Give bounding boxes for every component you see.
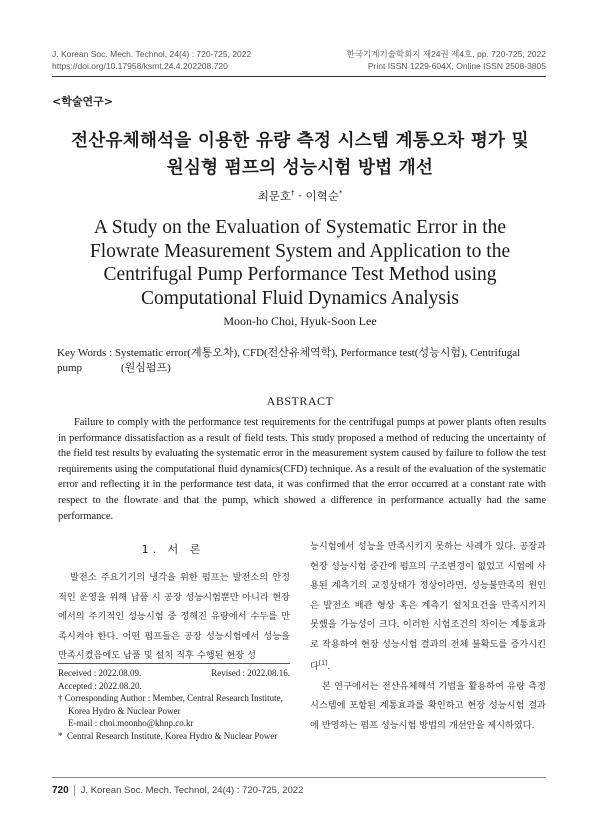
keywords-text: Systematic error(계통오차), CFD(전산유체역학), Performance test(성능시험), Centrifugal pump	[57, 347, 521, 374]
received-date: Received : 2022.08.09.	[58, 668, 142, 678]
author-mark: †	[291, 189, 295, 198]
header-doi[interactable]: https://doi.org/10.17958/ksmt.24.4.202208.720	[52, 61, 228, 71]
section-heading: 1. 서 론	[141, 543, 205, 556]
abstract-text: Failure to comply with the performance test requirements for the centrifugal pumps at power plants often results in performance dissatisfaction as a result of field tests. This study proposed a method of reducing the uncertainty of the field test results by evaluating the systematic error in the measurement system caused by failure to follow the test requirements using the computational fluid dynamics(CFD) technique. As a result of the evaluation of the systematic error and reflecting it in the performance test data, it was confirmed that the error occurred at a constant rate with respect to the flowrate and that the pump, which showed a difference in performance actually had the same performance.	[58, 417, 546, 522]
title-korean-line: 원심형 펌프의 성능시험 방법 개선	[166, 158, 434, 178]
title-english-line: Centrifugal Pump Performance Test Method using	[103, 264, 497, 285]
author-mark: *	[338, 189, 343, 198]
footer	[52, 785, 303, 796]
corresponding-affiliation: Korea Hydro & Nuclear Power	[68, 705, 181, 716]
title-english	[30, 216, 570, 310]
footer-divider	[74, 785, 75, 796]
paragraph: 능시험에서 성능을 만족시키지 못하는 사례가 있다. 공장과 현장 성능시험 중간에 펌프의 구조변경이 없었고 시험에 사용된 계측기의 교정상태가 정상이라면, 성능불만족의 원인은 발전소 배관 형상 혹은 계측기 설치요건을 만족시키지 못했을 가능성이 크다. 이러한 시험조건의 차이는 계통효과로 작용하여 현장 성능시험 결과의 전체 불확도를 증가시킨다[1].	[310, 541, 546, 673]
paragraph: 본 연구에서는 전산유체해석 기법을 활용하여 유량 측정 시스템에 포함된 계통효과를 확인하고 현장 성능시험 결과에 반영하는 펌프 성능시험 방법의 개선안을 제시하였다.	[310, 680, 546, 731]
header-rule	[52, 76, 546, 77]
authors-korean	[0, 188, 600, 204]
corresponding-author: † Corresponding Author : Member, Central Research Institute,	[58, 693, 283, 703]
title-korean	[40, 128, 560, 182]
abstract-heading: ABSTRACT	[266, 394, 334, 408]
title-english-line: A Study on the Evaluation of Systematic Error in the	[93, 217, 507, 238]
keywords-label: Key Words :	[57, 347, 115, 359]
title-korean-line: 전산유체해석을 이용한 유량 측정 시스템 계통오차 평가 및	[71, 131, 529, 151]
author-email[interactable]: E-mail : choi.moonho@khnp.co.kr	[68, 718, 194, 728]
header-issn: Print ISSN 1229-604X, Online ISSN 2508-3805	[367, 61, 546, 71]
paragraph: 발전소 주요기기의 냉각을 위한 펌프는 발전소의 안정적인 운영을 위해 납품 시 공장 성능시험뿐만 아니라 현장에서의 주기적인 성능시험 중 정해진 유량에서 수두를 만족시켜야 한다. 어떤 펌프들은 공장 성능시험에서 성능을 만족시켰음에도 납품 및 설치 직후 수행된 현장 성	[58, 572, 290, 661]
reference-mark[interactable]: [1]	[318, 660, 328, 667]
revised-date: Revised : 2022.08.16.	[211, 668, 290, 678]
footer-rule	[52, 777, 546, 778]
footer-journal: J. Korean Soc. Mech. Technol, 24(4) : 720-725, 2022	[80, 785, 304, 796]
authors-english: Moon-ho Choi, Hyuk-Soon Lee	[223, 314, 377, 328]
author-name: 이혁순	[305, 189, 339, 203]
header-journal-ko: 한국기계기술학회지 제24권 제4호, pp. 720-725, 2022	[346, 49, 546, 59]
author-name: 최문호	[257, 189, 292, 203]
author-separator: ·	[294, 189, 306, 203]
header-journal-en: J. Korean Soc. Mech. Technol, 24(4) : 720-725, 2022	[52, 49, 252, 59]
coauthor-affiliation: * Central Research Institute, Korea Hydro & Nuclear Power	[58, 730, 278, 741]
title-english-line: Computational Fluid Dynamics Analysis	[141, 287, 459, 309]
page-number: 720	[52, 785, 69, 796]
footnote-rule	[58, 663, 290, 664]
title-english-line: Flowrate Measurement System and Application to the	[89, 240, 511, 262]
dates-line	[58, 667, 290, 680]
footnotes	[58, 667, 290, 742]
section1-left-column	[58, 568, 290, 666]
article-category: <학술연구>	[52, 95, 113, 108]
section1-right-column	[310, 537, 546, 735]
accepted-date: Accepted : 2022.08.20.	[58, 680, 142, 691]
keywords-continued: (원심펌프)	[121, 362, 171, 374]
